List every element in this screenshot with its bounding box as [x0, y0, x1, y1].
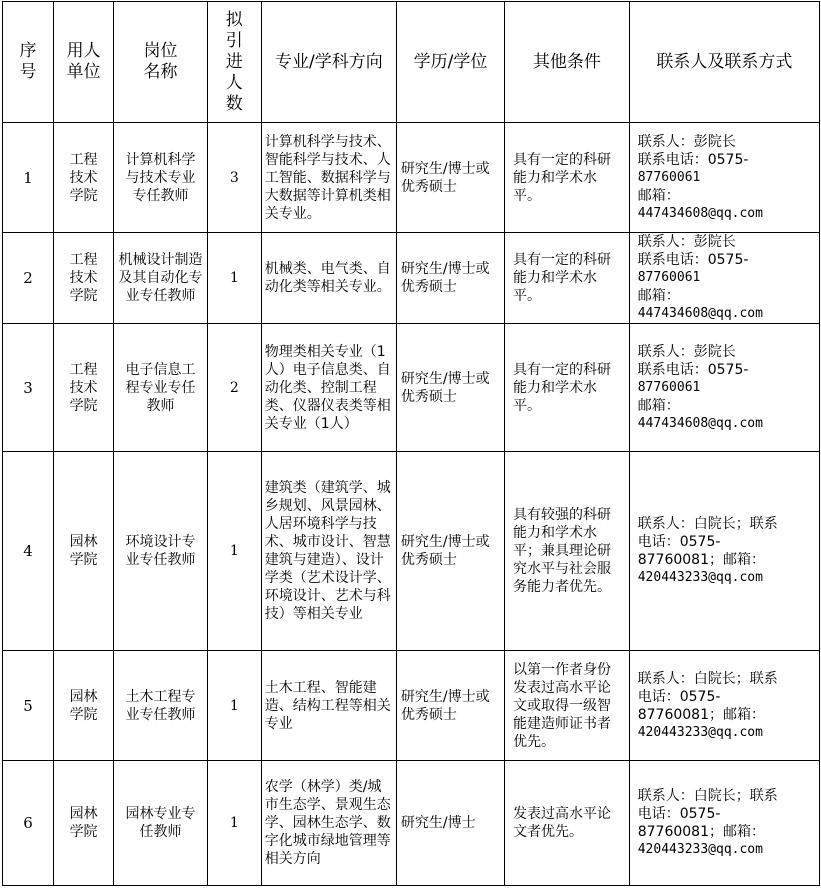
contact-cell [629, 324, 819, 452]
contact-phone-label: 电话：0575- [637, 688, 721, 705]
header-serial: 序号 [3, 2, 54, 123]
contact-phone-number: 87760081；邮箱： [637, 706, 765, 723]
serial-cell: 4 [3, 452, 54, 651]
contact-person: 联系人：白院长；联系 [637, 670, 778, 687]
contact-cell [629, 651, 819, 761]
conditions-cell: 具有一定的科研能力和学术水平。 [505, 233, 630, 324]
table-row [3, 761, 820, 886]
header-row [3, 2, 820, 123]
contact-phone-number: 87760061 [637, 379, 701, 395]
degree-cell: 研究生/博士 [396, 761, 504, 886]
degree-cell: 研究生/博士或优秀硕士 [396, 651, 504, 761]
contact-email: 420443233@qq.com [637, 724, 763, 740]
recruitment-table [2, 1, 820, 886]
unit-cell: 工程技术学院 [53, 324, 113, 452]
serial-cell: 1 [3, 123, 54, 233]
contact-phone-label: 联系电话：0575- [637, 361, 749, 378]
conditions-cell: 具有较强的科研能力和学术水平；兼具理论研究水平与社会服务能力者优先。 [505, 452, 630, 651]
position-cell: 电子信息工程专业专任教师 [114, 324, 208, 452]
position-cell: 机械设计制造及其自动化专业专任教师 [114, 233, 208, 324]
degree-cell: 研究生/博士或优秀硕士 [396, 123, 504, 233]
unit-cell: 园林学院 [53, 651, 113, 761]
count-cell: 3 [207, 123, 261, 233]
contact-email-label: 邮箱： [637, 397, 680, 414]
header-unit: 用人单位 [53, 2, 113, 123]
table-row [3, 452, 820, 651]
contact-phone-label: 电话：0575- [637, 534, 721, 550]
contact-phone-label: 联系电话：0575- [637, 252, 749, 268]
contact-email: 447434608@qq.com [637, 415, 763, 431]
contact-phone-number: 87760081；邮箱： [637, 824, 765, 840]
major-cell: 计算机科学与技术、智能科学与技术、人工智能、数据科学与大数据等计算机类相关专业。 [261, 123, 396, 233]
contact-phone-label: 电话：0575- [637, 806, 721, 822]
contact-email-label: 邮箱： [637, 288, 680, 304]
header-position: 岗位名称 [114, 2, 208, 123]
position-cell: 环境设计专业专任教师 [114, 452, 208, 651]
degree-cell: 研究生/博士或优秀硕士 [396, 452, 504, 651]
header-major: 专业/学科方向 [261, 2, 396, 123]
count-cell: 1 [207, 233, 261, 324]
header-degree: 学历/学位 [396, 2, 504, 123]
contact-person: 联系人：彭院长 [637, 133, 736, 150]
header-conditions: 其他条件 [505, 2, 630, 123]
conditions-cell: 具有一定的科研能力和学术水平。 [505, 324, 630, 452]
unit-cell: 园林学院 [53, 761, 113, 886]
major-cell: 物理类相关专业（1人）电子信息类、自动化类、控制工程类、仪器仪表类等相关专业（1人） [261, 324, 396, 452]
major-cell: 农学（林学）类/城市生态学、景观生态学、园林生态学、数字化城市绿地管理等相关方向 [261, 761, 396, 886]
header-contact: 联系人及联系方式 [629, 2, 819, 123]
unit-cell: 园林学院 [53, 452, 113, 651]
serial-cell: 5 [3, 651, 54, 761]
contact-phone-number: 87760061 [637, 169, 701, 185]
contact-person: 联系人：彭院长 [637, 234, 736, 250]
position-cell: 计算机科学与技术专业专任教师 [114, 123, 208, 233]
contact-cell [629, 123, 819, 233]
major-cell: 机械类、电气类、自动化类等相关专业。 [261, 233, 396, 324]
conditions-cell: 具有一定的科研能力和学术水平。 [505, 123, 630, 233]
count-cell: 1 [207, 452, 261, 651]
count-cell: 1 [207, 651, 261, 761]
contact-email-label: 邮箱： [637, 187, 680, 204]
contact-phone-number: 87760061 [637, 270, 701, 285]
major-cell: 土木工程、智能建造、结构工程等相关专业 [261, 651, 396, 761]
conditions-cell: 以第一作者身份发表过高水平论文或取得一级智能建造师证书者优先。 [505, 651, 630, 761]
degree-cell: 研究生/博士或优秀硕士 [396, 324, 504, 452]
contact-phone-label: 联系电话：0575- [637, 151, 749, 168]
serial-cell: 6 [3, 761, 54, 886]
unit-cell: 工程技术学院 [53, 123, 113, 233]
degree-cell: 研究生/博士或优秀硕士 [396, 233, 504, 324]
contact-person: 联系人：白院长；联系 [637, 516, 778, 532]
contact-cell [629, 452, 819, 651]
table-row [3, 324, 820, 452]
serial-cell: 3 [3, 324, 54, 452]
position-cell: 园林专业专任教师 [114, 761, 208, 886]
contact-email: 447434608@qq.com [637, 205, 763, 221]
conditions-cell: 发表过高水平论文者优先。 [505, 761, 630, 886]
header-count: 拟引进人数 [207, 2, 261, 123]
position-cell: 土木工程专业专任教师 [114, 651, 208, 761]
contact-email: 420443233@qq.com [637, 570, 763, 585]
contact-email: 420443233@qq.com [637, 842, 763, 857]
unit-cell: 工程技术学院 [53, 233, 113, 324]
contact-email: 447434608@qq.com [637, 306, 763, 321]
contact-phone-number: 87760081；邮箱： [637, 552, 765, 568]
contact-cell [629, 761, 819, 886]
major-cell: 建筑类（建筑学、城乡规划、风景园林、人居环境科学与技术、城市设计、智慧建筑与建造）、设计学类（艺术设计学、环境设计、艺术与科技）等相关专业 [261, 452, 396, 651]
count-cell: 1 [207, 761, 261, 886]
contact-cell [629, 233, 819, 324]
table-row [3, 233, 820, 324]
table-row [3, 651, 820, 761]
table-row [3, 123, 820, 233]
contact-person: 联系人：彭院长 [637, 343, 736, 360]
contact-person: 联系人：白院长；联系 [637, 788, 778, 804]
count-cell: 2 [207, 324, 261, 452]
serial-cell: 2 [3, 233, 54, 324]
